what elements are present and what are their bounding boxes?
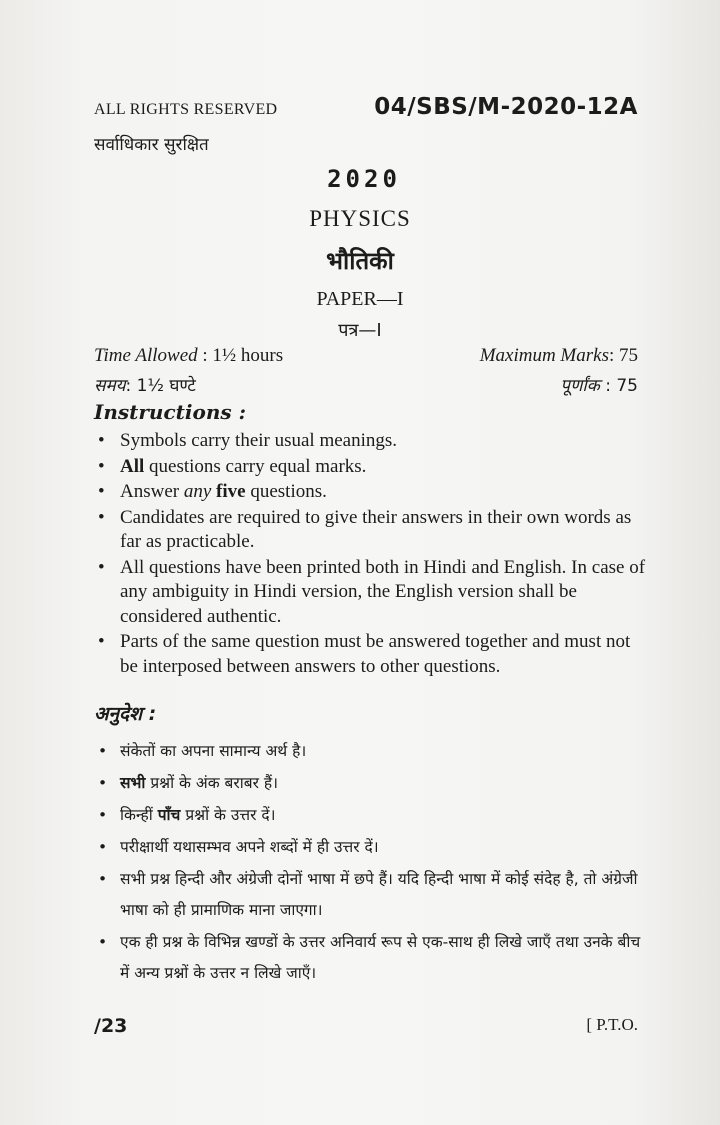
instruction-item: • All questions carry equal marks. <box>94 455 646 480</box>
time-allowed-en: Time Allowed : 1½ hours <box>94 345 284 366</box>
instruction-item: • Parts of the same question must be answered together and must not be interposed between answers to other questions. <box>94 630 646 679</box>
instructions-list-en <box>94 429 646 680</box>
maximum-marks-hi: पूर्णांक : 75 <box>560 376 638 396</box>
paper-number-en: PAPER—I <box>316 288 404 310</box>
instruction-item: • Symbols carry their usual meanings. <box>94 429 646 454</box>
instructions-heading-en: Instructions : <box>94 400 246 424</box>
exam-year: 2020 <box>327 165 401 193</box>
instruction-item: • किन्हीं पाँच प्रश्नों के उत्तर दें। <box>94 800 646 831</box>
instruction-item: • एक ही प्रश्न के विभिन्न खण्डों के उत्तर अनिवार्य रूप से एक-साथ ही लिखे जाएँ तथा उनके बीच में अन्य प्रश्नों के उत्तर न लिखे जाएँ। <box>94 927 646 989</box>
instruction-item: • सभी प्रश्नों के अंक बराबर हैं। <box>94 768 646 799</box>
instructions-heading-hi: अनुदेश : <box>94 703 157 725</box>
instruction-item: • Answer any five questions. <box>94 480 646 505</box>
paper-number-hi: पत्र—I <box>338 320 382 341</box>
instruction-item: • Candidates are required to give their answers in their own words as far as practicable. <box>94 506 646 555</box>
instruction-item: • सभी प्रश्न हिन्दी और अंग्रेजी दोनों भाषा में छपे हैं। यदि हिन्दी भाषा में कोई संदेह है, तो अंग्रेजी भाषा को ही प्रामाणिक माना जाएगा। <box>94 864 646 926</box>
time-marks-en <box>94 345 638 367</box>
instructions-list-hi <box>94 736 646 990</box>
time-allowed-hi: समय: 1½ घण्टे <box>94 376 196 396</box>
instruction-item: • All questions have been printed both in Hindi and English. In case of any ambiguity in Hindi version, the English version shall be considered authentic. <box>94 556 646 630</box>
time-marks-hi <box>94 373 638 396</box>
rights-reserved-hi: सर्वाधिकार सुरक्षित <box>94 135 209 155</box>
instruction-item: • परीक्षार्थी यथासम्भव अपने शब्दों में ही उत्तर दें। <box>94 832 646 863</box>
maximum-marks-en: Maximum Marks: 75 <box>479 345 638 366</box>
subject-title-en: PHYSICS <box>309 206 411 231</box>
page-code: /23 <box>94 1015 128 1037</box>
paper-code: 04/SBS/M-2020-12A <box>374 94 638 120</box>
instruction-item: • संकेतों का अपना सामान्य अर्थ है। <box>94 736 646 767</box>
subject-title-hi: भौतिकी <box>326 247 394 275</box>
rights-reserved-en: ALL RIGHTS RESERVED <box>94 101 278 118</box>
please-turn-over: [ P.T.O. <box>586 1015 638 1034</box>
